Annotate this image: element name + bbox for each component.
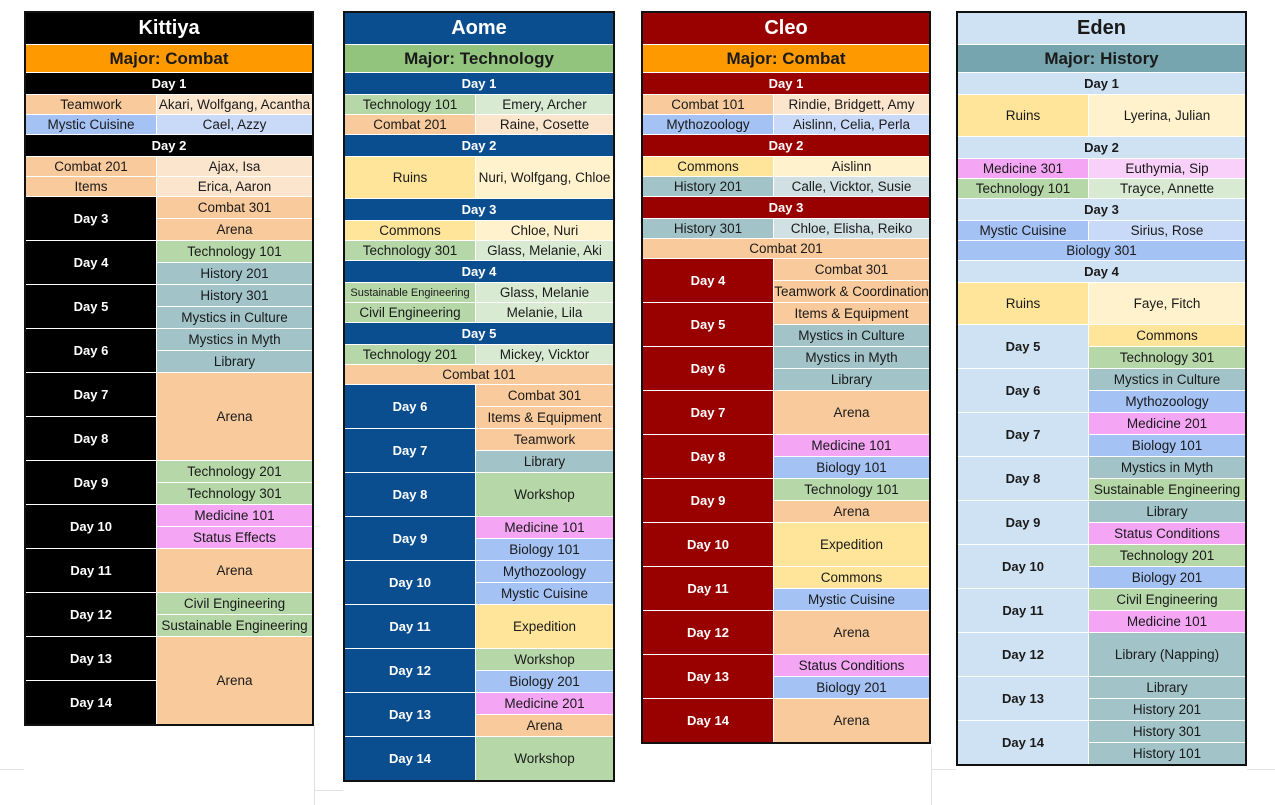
activity-cell: Mystics in Myth — [157, 329, 312, 350]
activity-cell: History 201 — [1089, 698, 1245, 720]
activity-cell: Technology 301 — [345, 241, 476, 260]
day-header: Day 5 — [345, 323, 613, 344]
activity-cell: Technology 301 — [157, 482, 312, 504]
day-label: Day 7 — [958, 413, 1088, 456]
day-label: Day 6 — [26, 329, 156, 372]
activity-cell: Commons — [1089, 325, 1245, 346]
day-label: Day 9 — [26, 461, 156, 504]
activity-cell: Arena — [774, 500, 929, 522]
participants-cell: Akari, Wolfgang, Acantha — [158, 97, 311, 112]
activity-cell: History 301 — [157, 285, 312, 306]
day-label: Day 14 — [958, 721, 1088, 764]
schedule-column-eden — [956, 11, 1247, 766]
major-label: Major: Technology — [345, 45, 613, 72]
activity-cell: Commons — [345, 221, 476, 240]
day-label: Day 14 — [345, 737, 475, 780]
activity-cell: Medicine 101 — [157, 505, 312, 526]
day-label: Day 8 — [26, 416, 156, 460]
day-label: Day 14 — [26, 680, 156, 724]
participants-cell: Glass, Melanie — [476, 283, 613, 302]
day-label: Day 11 — [26, 549, 156, 592]
major-label: Major: Combat — [26, 45, 312, 72]
day-label: Day 12 — [958, 633, 1088, 676]
participants-cell: Calle, Vicktor, Susie — [774, 177, 929, 196]
activity-cell: Combat 201 — [643, 239, 929, 258]
activity-cell: Mystics in Myth — [1089, 457, 1245, 478]
day-label: Day 11 — [958, 589, 1088, 632]
participants-cell: Mickey, Vicktor — [476, 345, 613, 364]
participants-cell: Emery, Archer — [476, 95, 613, 114]
activity-cell: Technology 201 — [157, 461, 312, 482]
activity-cell: Items — [26, 177, 157, 196]
day-label: Day 8 — [643, 435, 773, 478]
day-header: Day 1 — [958, 73, 1245, 94]
activity-cell: Combat 101 — [345, 365, 613, 384]
day-header: Day 3 — [643, 197, 929, 218]
day-header: Day 1 — [643, 73, 929, 94]
activity-cell: Technology 301 — [1089, 346, 1245, 368]
activity-cell: Status Conditions — [774, 655, 929, 676]
day-label: Day 5 — [643, 303, 773, 346]
day-label: Day 6 — [643, 347, 773, 390]
activity-cell: Technology 201 — [1089, 545, 1245, 566]
activity-cell: Biology 201 — [476, 670, 613, 692]
activity-cell: Technology 101 — [345, 95, 476, 114]
day-label: Day 13 — [26, 637, 156, 680]
day-header: Day 1 — [26, 73, 312, 94]
day-label: Day 9 — [958, 501, 1088, 544]
participants-cell: Aislinn — [774, 157, 929, 176]
activity-cell: Teamwork — [476, 429, 613, 450]
day-label: Day 4 — [26, 241, 156, 284]
day-label: Day 7 — [643, 391, 773, 434]
activity-cell: Items & Equipment — [774, 303, 929, 324]
activity-cell: Biology 101 — [476, 538, 613, 560]
activity-cell: Civil Engineering — [157, 593, 312, 614]
student-name: Aome — [345, 13, 613, 44]
student-name: Kittiya — [26, 13, 312, 44]
day-header: Day 2 — [345, 135, 613, 156]
day-header: Day 3 — [345, 199, 613, 220]
day-header: Day 2 — [958, 137, 1245, 158]
day-label: Day 9 — [643, 479, 773, 522]
activity-cell: Library (Napping) — [1089, 633, 1245, 676]
participants-cell: Euthymia, Sip — [1089, 159, 1245, 178]
activity-cell: History 301 — [1089, 721, 1245, 742]
activity-cell: Items & Equipment — [476, 406, 613, 428]
activity-cell: Mythozoology — [643, 115, 774, 134]
activity-cell: Medicine 201 — [476, 693, 613, 714]
activity-cell: Sustainable Engineering — [157, 614, 312, 636]
participants-cell: Faye, Fitch — [1089, 283, 1245, 324]
participants-cell: Melanie, Lila — [476, 303, 613, 322]
schedule-column-cleo — [641, 11, 931, 744]
day-label: Day 6 — [958, 369, 1088, 412]
activity-cell: Workshop — [476, 473, 613, 516]
day-label: Day 14 — [643, 699, 773, 742]
day-label: Day 10 — [26, 505, 156, 548]
day-label: Day 13 — [643, 655, 773, 698]
day-label: Day 3 — [26, 197, 156, 240]
activity-cell: Combat 301 — [774, 259, 929, 280]
activity-cell: Medicine 101 — [476, 517, 613, 538]
activity-cell: Ruins — [345, 157, 476, 198]
activity-cell: Medicine 101 — [774, 435, 929, 456]
activity-cell: Mystic Cuisine — [774, 588, 929, 610]
activity-cell: Biology 101 — [1089, 434, 1245, 456]
activity-cell: Mystic Cuisine — [958, 221, 1089, 240]
activity-cell: Mythozoology — [1089, 390, 1245, 412]
major-label: Major: Combat — [643, 45, 929, 72]
activity-cell: Expedition — [476, 605, 613, 648]
participants-cell: Chloe, Elisha, Reiko — [774, 219, 929, 238]
activity-cell: Expedition — [774, 523, 929, 566]
participants-cell: Raine, Cosette — [476, 115, 613, 134]
activity-cell: Biology 301 — [958, 241, 1245, 260]
activity-cell: Mystics in Culture — [774, 324, 929, 346]
activity-cell: Arena — [157, 549, 312, 592]
activity-cell: Arena — [774, 699, 929, 742]
activity-cell: Arena — [157, 218, 312, 240]
activity-cell: Teamwork & Coordination — [774, 280, 929, 302]
activity-cell: Arena — [157, 637, 312, 724]
participants-cell: Chloe, Nuri — [476, 221, 613, 240]
day-header: Day 2 — [643, 135, 929, 156]
activity-cell: Workshop — [476, 649, 613, 670]
activity-cell: Sustainable Engineering — [345, 283, 476, 302]
participants-cell: Sirius, Rose — [1089, 221, 1245, 240]
activity-cell: Arena — [774, 391, 929, 434]
activity-cell: Arena — [774, 611, 929, 654]
day-label: Day 5 — [958, 325, 1088, 368]
participants-cell: Lyerina, Julian — [1089, 95, 1245, 136]
activity-cell: Ruins — [958, 95, 1089, 136]
day-label: Day 8 — [958, 457, 1088, 500]
day-label: Day 10 — [643, 523, 773, 566]
activity-cell: Library — [157, 350, 312, 372]
activity-cell: History 201 — [157, 262, 312, 284]
activity-cell: Library — [476, 450, 613, 472]
activity-cell: Combat 201 — [345, 115, 476, 134]
activity-cell: Technology 101 — [774, 479, 929, 500]
day-label: Day 5 — [26, 285, 156, 328]
activity-cell: Biology 201 — [774, 676, 929, 698]
activity-cell: Technology 201 — [345, 345, 476, 364]
activity-cell: History 301 — [643, 219, 774, 238]
activity-cell: Combat 301 — [157, 197, 312, 218]
day-label: Day 6 — [345, 385, 475, 428]
activity-cell: Teamwork — [26, 95, 157, 114]
student-name: Cleo — [643, 13, 929, 44]
day-label: Day 7 — [26, 373, 156, 416]
day-label: Day 11 — [643, 567, 773, 610]
activity-cell: Commons — [774, 567, 929, 588]
activity-cell: Biology 201 — [1089, 566, 1245, 588]
activity-cell: Combat 101 — [643, 95, 774, 114]
participants-cell: Aislinn, Celia, Perla — [774, 115, 929, 134]
day-header: Day 3 — [958, 199, 1245, 220]
activity-cell: Medicine 301 — [958, 159, 1089, 178]
participants-cell: Glass, Melanie, Aki — [476, 241, 613, 260]
activity-cell: Medicine 201 — [1089, 413, 1245, 434]
activity-cell: Mystics in Culture — [157, 306, 312, 328]
participants-cell: Erica, Aaron — [157, 177, 312, 196]
activity-cell: Mythozoology — [476, 561, 613, 582]
participants-cell: Trayce, Annette — [1089, 179, 1245, 198]
participants-cell: Rindie, Bridgett, Amy — [774, 95, 929, 114]
activity-cell: Mystic Cuisine — [476, 582, 613, 604]
participants-cell: Nuri, Wolfgang, Chloe — [476, 157, 613, 198]
activity-cell: Technology 101 — [958, 179, 1089, 198]
activity-cell: Civil Engineering — [345, 303, 476, 322]
day-label: Day 10 — [958, 545, 1088, 588]
activity-cell: Mystic Cuisine — [26, 115, 157, 134]
activity-cell: Workshop — [476, 737, 613, 780]
activity-cell: Technology 101 — [157, 241, 312, 262]
activity-cell: Arena — [157, 373, 312, 460]
student-name: Eden — [958, 13, 1245, 44]
major-label: Major: History — [958, 45, 1245, 72]
day-label: Day 12 — [26, 593, 156, 636]
day-label: Day 11 — [345, 605, 475, 648]
activity-cell: Library — [1089, 677, 1245, 698]
schedule-column-aome — [343, 11, 615, 782]
activity-cell: Commons — [643, 157, 774, 176]
activity-cell: Library — [1089, 501, 1245, 522]
day-header: Day 4 — [958, 261, 1245, 282]
day-label: Day 12 — [345, 649, 475, 692]
activity-cell: Library — [774, 368, 929, 390]
activity-cell: Sustainable Engineering — [1089, 478, 1245, 500]
day-header: Day 1 — [345, 73, 613, 94]
day-header: Day 4 — [345, 261, 613, 282]
activity-cell: Mystics in Myth — [774, 347, 929, 368]
activity-cell: Civil Engineering — [1089, 589, 1245, 610]
participants-cell: Ajax, Isa — [157, 157, 312, 176]
activity-cell: Ruins — [958, 283, 1089, 324]
day-label: Day 13 — [958, 677, 1088, 720]
day-label: Day 8 — [345, 473, 475, 516]
activity-cell: Status Effects — [157, 526, 312, 548]
activity-cell: Combat 301 — [476, 385, 613, 406]
day-label: Day 7 — [345, 429, 475, 472]
activity-cell: History 101 — [1089, 742, 1245, 764]
participants-cell: Cael, Azzy — [157, 115, 312, 134]
activity-cell: Arena — [476, 714, 613, 736]
day-label: Day 9 — [345, 517, 475, 560]
activity-cell: History 201 — [643, 177, 774, 196]
day-label: Day 4 — [643, 259, 773, 302]
day-label: Day 10 — [345, 561, 475, 604]
activity-cell: Combat 201 — [26, 157, 157, 176]
activity-cell: Biology 101 — [774, 456, 929, 478]
day-header: Day 2 — [26, 135, 312, 156]
day-label: Day 12 — [643, 611, 773, 654]
schedule-column-kittiya — [24, 11, 314, 726]
activity-cell: Mystics in Culture — [1089, 369, 1245, 390]
day-label: Day 13 — [345, 693, 475, 736]
activity-cell: Status Conditions — [1089, 522, 1245, 544]
activity-cell: Medicine 101 — [1089, 610, 1245, 632]
